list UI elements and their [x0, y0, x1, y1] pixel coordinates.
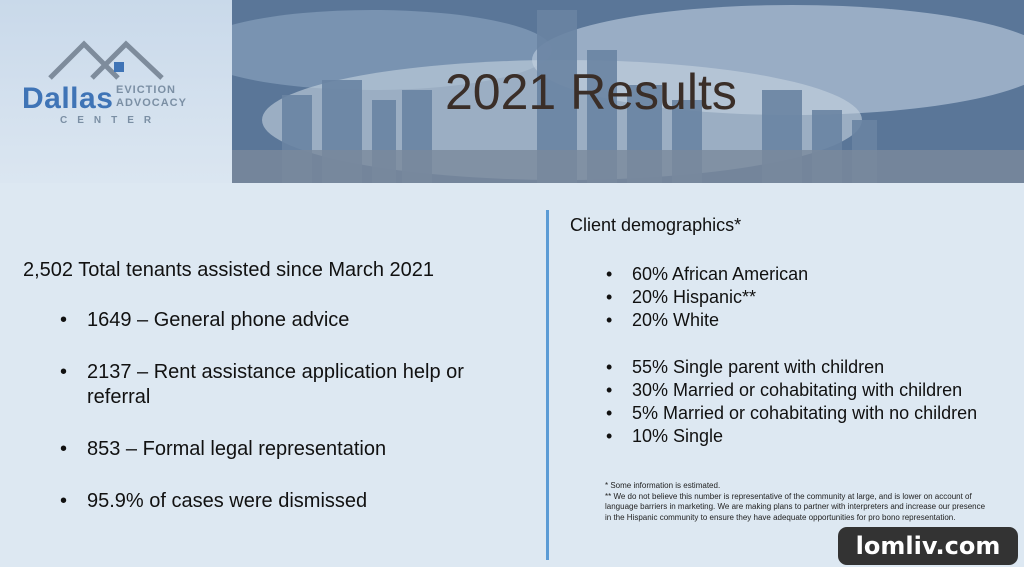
- list-item: • 10% Single: [606, 425, 977, 448]
- list-item: • 95.9% of cases were dismissed: [60, 489, 500, 514]
- watermark: lomliv.com: [838, 527, 1018, 565]
- demographics-household-list: [606, 356, 977, 448]
- logo-advocacy: ADVOCACY: [116, 97, 187, 109]
- footnote-estimated: * Some information is estimated.: [605, 481, 721, 490]
- logo-eviction-advocacy: [116, 84, 187, 110]
- list-item: • 2137 – Rent assistance application help or referral: [60, 360, 500, 410]
- logo-eviction: EVICTION: [116, 84, 176, 96]
- list-item: • 30% Married or cohabitating with children: [606, 379, 977, 402]
- page-title: 2021 Results: [445, 64, 737, 120]
- logo: [22, 40, 202, 130]
- list-item: • 5% Married or cohabitating with no children: [606, 402, 977, 425]
- logo-panel: [0, 0, 232, 183]
- left-bullet-list: [60, 300, 500, 514]
- list-item: • 20% Hispanic**: [606, 286, 808, 309]
- demographics-heading: Client demographics*: [570, 215, 742, 235]
- list-item: • 20% White: [606, 309, 808, 332]
- list-item: • 55% Single parent with children: [606, 356, 977, 379]
- total-tenants-heading: 2,502 Total tenants assisted since March 2021: [23, 259, 434, 281]
- footnote-hispanic: ** We do not believe this number is representative of the community at large, and is lower on account of language barriers in marketing. We are making plans to partner with interpreters and increase our presence in the Hispanic community to ensure they have adequate opportunities for pro bono representation.: [605, 491, 986, 522]
- list-item: • 853 – Formal legal representation: [60, 437, 500, 462]
- column-divider: [546, 210, 549, 560]
- house-roof-icon: [22, 40, 202, 85]
- list-item: • 1649 – General phone advice: [60, 308, 500, 333]
- logo-dallas: Dallas: [22, 82, 114, 115]
- footnotes: [605, 481, 990, 523]
- list-item: • 60% African American: [606, 263, 808, 286]
- demographics-race-list: [606, 263, 808, 332]
- logo-center: CENTER: [60, 115, 162, 126]
- slide-header: [0, 0, 1024, 183]
